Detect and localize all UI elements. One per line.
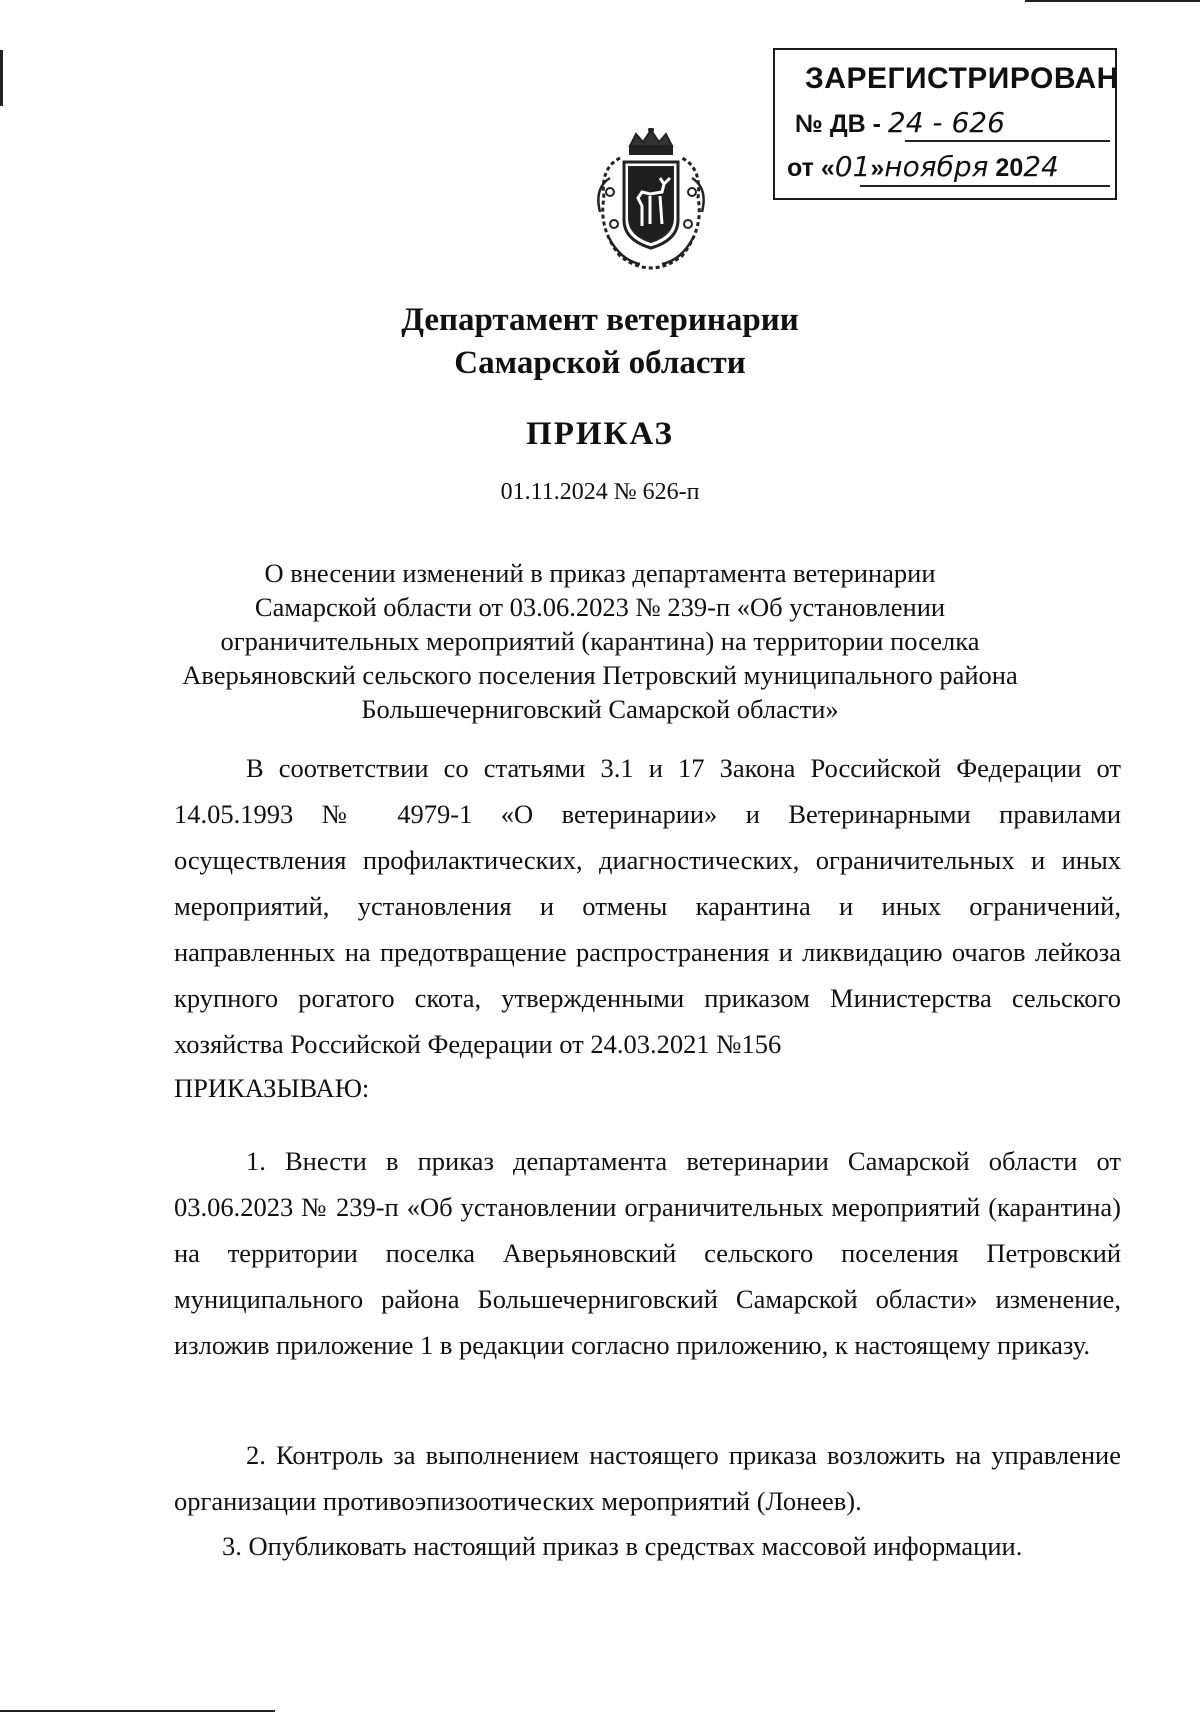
- scan-edge-mark: [1025, 0, 1200, 2]
- stamp-underline: [905, 140, 1110, 142]
- organization-name-line-1: Департамент ветеринарии: [401, 302, 799, 338]
- organization-name-line-2: Самарской области: [454, 345, 746, 381]
- subject-line: ограничительных мероприятий (карантина) на территории поселка: [220, 626, 980, 656]
- stamp-date-prefix: от «: [787, 154, 835, 182]
- document-date-number: 01.11.2024 № 626-п: [500, 479, 700, 505]
- subject-line: Аверьяновский сельского поселения Петровский муниципального района: [182, 660, 1018, 690]
- scan-edge-mark: [0, 50, 3, 106]
- stamp-number: [795, 106, 1005, 139]
- document-subject: [150, 556, 1050, 726]
- stamp-date-day: 01: [834, 150, 871, 183]
- stamp-number-label: № ДВ -: [795, 110, 881, 138]
- order-item-2: 2. Контроль за выполнением настоящего приказа возложить на управление организации противоэпизоотических мероприятий (Лонеев).: [174, 1440, 1121, 1516]
- stamp-year-prefix: 20: [995, 154, 1024, 182]
- order-item-1: 1. Внести в приказ департамента ветеринарии Самарской области от 03.06.2023 № 239-п «Об установлении ограничительных мероприятий (карантина) на территории поселка Аверьяновский сельского поселения Петровский муниципального района Большечерниговский Самарской области» изменение, изложив приложение 1 в редакции согласно приложению, к настоящему приказу.: [174, 1146, 1121, 1360]
- subject-line: Большечерниговский Самарской области»: [361, 694, 839, 724]
- scan-edge-mark: [0, 1710, 275, 1712]
- document-type: ПРИКАЗ: [526, 416, 674, 452]
- subject-line: О внесении изменений в приказ департамента ветеринарии: [264, 558, 936, 588]
- stamp-year-suffix: 24: [1023, 150, 1059, 183]
- stamp-underline: [860, 185, 1110, 187]
- subject-line: Самарской области от 03.06.2023 № 239-п «Об установлении: [254, 592, 946, 622]
- registration-stamp: [773, 48, 1117, 200]
- coat-of-arms-emblem: [580, 128, 722, 276]
- order-item-3: 3. Опубликовать настоящий приказ в средствах массовой информации.: [222, 1531, 1023, 1561]
- stamp-date-mid: »: [870, 154, 885, 182]
- stamp-date-month: ноября: [884, 150, 989, 183]
- stamp-date: [787, 150, 1059, 183]
- stamp-title: ЗАРЕГИСТРИРОВАН: [805, 62, 1119, 95]
- stamp-number-handwritten: 24 - 626: [887, 106, 1005, 139]
- preamble-paragraph: В соответствии со статьями 3.1 и 17 Закона Российской Федерации от 14.05.1993 № 4979-1 «О ветеринарии» и Ветеринарными правилами осуществления профилактических, диагностических, ограничительных и иных мероприятий, установления и отмены карантина и иных ограничений, направленных на предотвращение распространения и ликвидацию очагов лейкоза крупного рогатого скота, утвержденными приказом Министерства сельского хозяйства Российской Федерации от 24.03.2021 №156: [174, 753, 1121, 1059]
- order-word: ПРИКАЗЫВАЮ:: [174, 1073, 370, 1103]
